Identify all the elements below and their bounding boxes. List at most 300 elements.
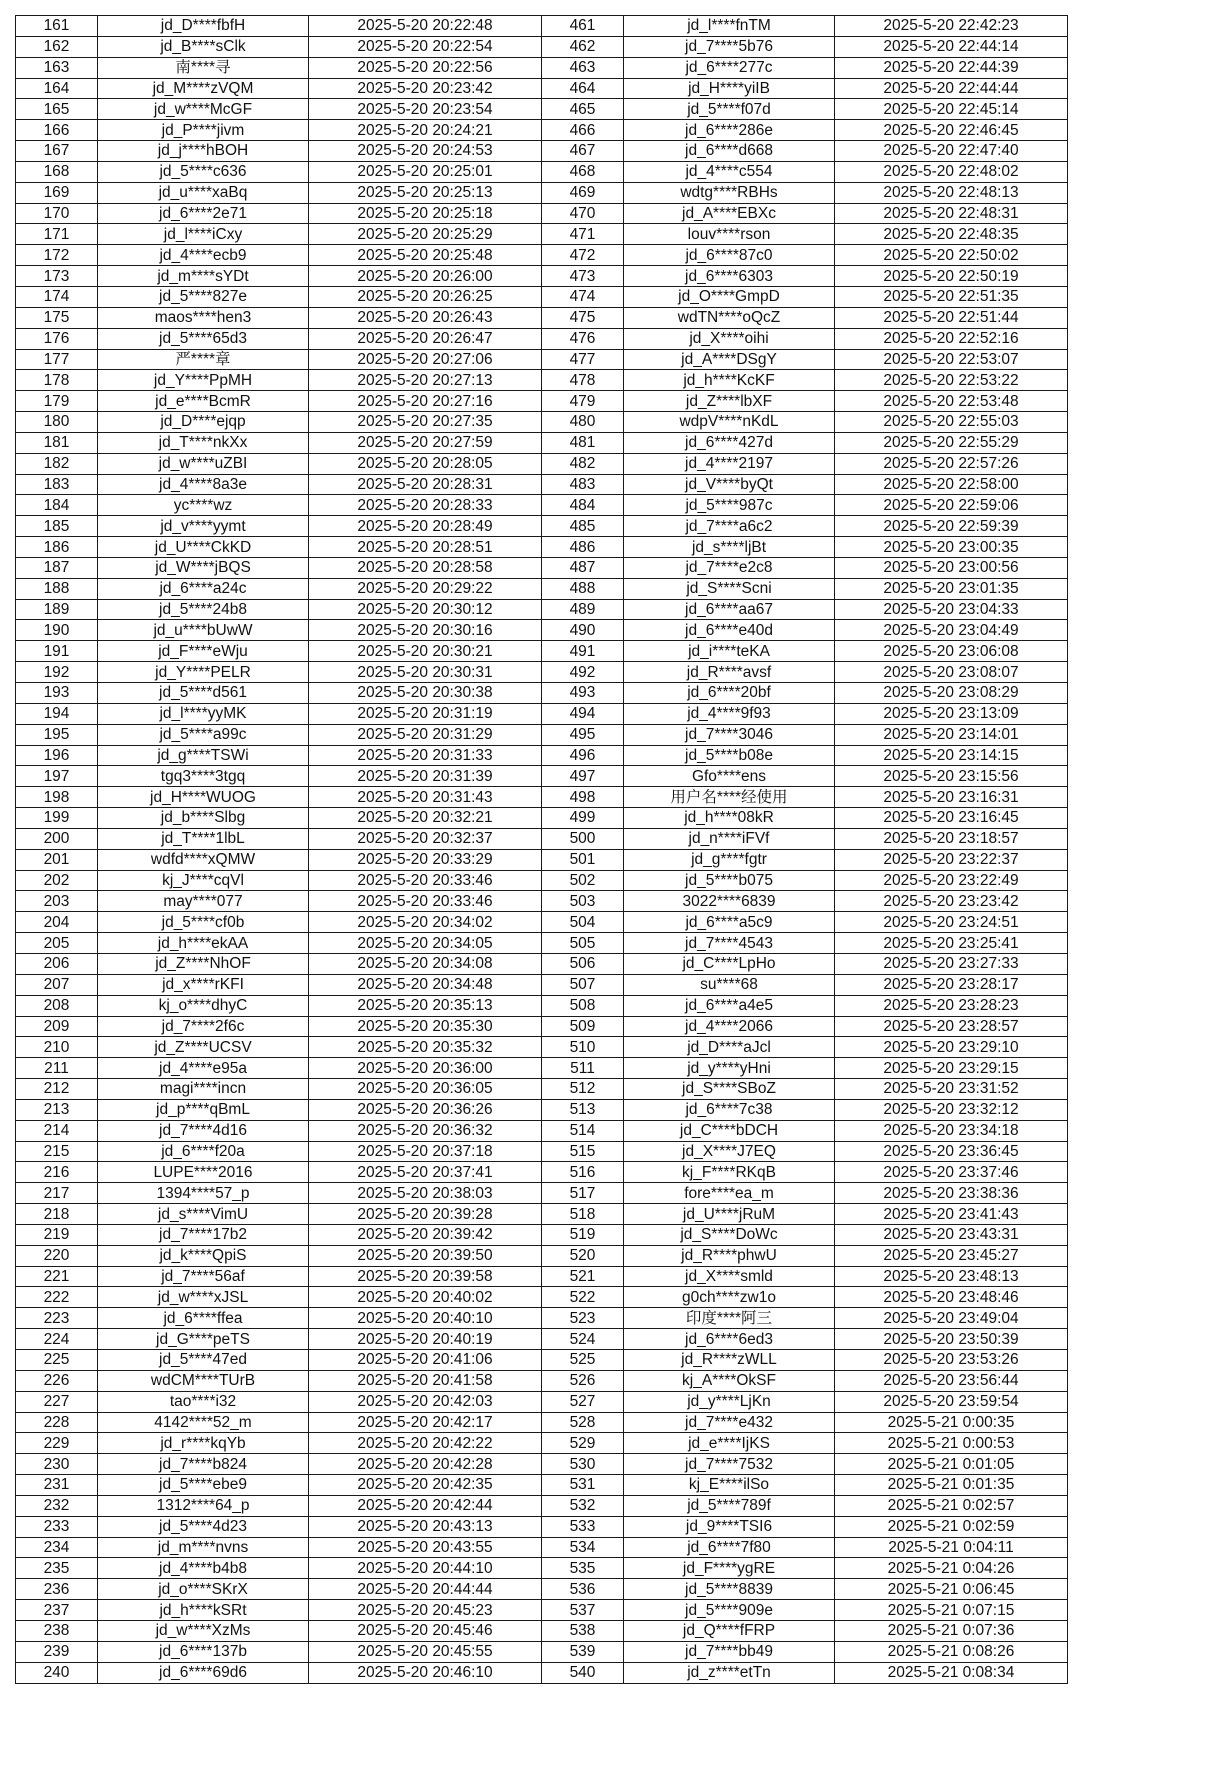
username-cell-left: jd_w****uZBI [98, 453, 309, 474]
row-number-cell-right: 508 [542, 995, 624, 1016]
username-cell-right: louv****rson [624, 224, 835, 245]
username-cell-left: jd_5****a99c [98, 724, 309, 745]
row-number-cell-right: 532 [542, 1495, 624, 1516]
row-number-cell-left: 196 [16, 745, 98, 766]
row-number-cell-right: 483 [542, 474, 624, 495]
timestamp-cell-left: 2025-5-20 20:31:43 [309, 787, 542, 808]
table-row [16, 1433, 1068, 1454]
timestamp-cell-left: 2025-5-20 20:26:25 [309, 286, 542, 307]
row-number-cell-right: 487 [542, 557, 624, 578]
row-number-cell-right: 467 [542, 141, 624, 162]
row-number-cell-right: 522 [542, 1287, 624, 1308]
username-cell-right: jd_l****fnTM [624, 16, 835, 37]
table-row [16, 1475, 1068, 1496]
table-row [16, 683, 1068, 704]
username-cell-left: 4142****52_m [98, 1412, 309, 1433]
row-number-cell-right: 481 [542, 432, 624, 453]
table-row [16, 1204, 1068, 1225]
timestamp-cell-right: 2025-5-21 0:02:59 [835, 1516, 1068, 1537]
table-row [16, 1516, 1068, 1537]
row-number-cell-left: 229 [16, 1433, 98, 1454]
row-number-cell-right: 470 [542, 203, 624, 224]
username-cell-left: jd_u****bUwW [98, 620, 309, 641]
timestamp-cell-right: 2025-5-20 23:53:26 [835, 1350, 1068, 1371]
table-row [16, 1558, 1068, 1579]
timestamp-cell-left: 2025-5-20 20:45:46 [309, 1620, 542, 1641]
timestamp-cell-left: 2025-5-20 20:26:43 [309, 307, 542, 328]
row-number-cell-left: 219 [16, 1224, 98, 1245]
row-number-cell-left: 168 [16, 161, 98, 182]
table-row [16, 828, 1068, 849]
row-number-cell-left: 215 [16, 1141, 98, 1162]
timestamp-cell-right: 2025-5-20 23:18:57 [835, 828, 1068, 849]
timestamp-cell-left: 2025-5-20 20:40:02 [309, 1287, 542, 1308]
row-number-cell-left: 190 [16, 620, 98, 641]
username-cell-right: jd_X****J7EQ [624, 1141, 835, 1162]
table-row [16, 286, 1068, 307]
table-row [16, 161, 1068, 182]
username-cell-left: jd_5****65d3 [98, 328, 309, 349]
row-number-cell-right: 528 [542, 1412, 624, 1433]
table-row [16, 995, 1068, 1016]
timestamp-cell-right: 2025-5-20 22:51:44 [835, 307, 1068, 328]
row-number-cell-left: 226 [16, 1370, 98, 1391]
table-row [16, 1391, 1068, 1412]
username-cell-right: g0ch****zw1o [624, 1287, 835, 1308]
row-number-cell-right: 474 [542, 286, 624, 307]
row-number-cell-right: 502 [542, 870, 624, 891]
timestamp-cell-right: 2025-5-20 23:00:56 [835, 557, 1068, 578]
row-number-cell-right: 495 [542, 724, 624, 745]
row-number-cell-left: 209 [16, 1016, 98, 1037]
timestamp-cell-left: 2025-5-20 20:23:42 [309, 78, 542, 99]
row-number-cell-right: 525 [542, 1350, 624, 1371]
row-number-cell-right: 514 [542, 1120, 624, 1141]
row-number-cell-right: 515 [542, 1141, 624, 1162]
timestamp-cell-right: 2025-5-20 23:14:01 [835, 724, 1068, 745]
timestamp-cell-right: 2025-5-20 23:16:45 [835, 808, 1068, 829]
timestamp-cell-left: 2025-5-20 20:31:19 [309, 703, 542, 724]
row-number-cell-left: 238 [16, 1620, 98, 1641]
timestamp-cell-left: 2025-5-20 20:42:03 [309, 1391, 542, 1412]
table-row [16, 1079, 1068, 1100]
table-row [16, 1579, 1068, 1600]
row-number-cell-left: 187 [16, 557, 98, 578]
row-number-cell-left: 206 [16, 953, 98, 974]
row-number-cell-left: 164 [16, 78, 98, 99]
timestamp-cell-right: 2025-5-20 23:16:31 [835, 787, 1068, 808]
row-number-cell-right: 466 [542, 120, 624, 141]
table-row [16, 808, 1068, 829]
table-row [16, 1537, 1068, 1558]
row-number-cell-right: 488 [542, 578, 624, 599]
table-row [16, 1141, 1068, 1162]
username-cell-left: jd_6****a24c [98, 578, 309, 599]
timestamp-cell-right: 2025-5-21 0:04:11 [835, 1537, 1068, 1558]
row-number-cell-right: 464 [542, 78, 624, 99]
table-row [16, 641, 1068, 662]
username-cell-left: wdCM****TUrB [98, 1370, 309, 1391]
table-row [16, 620, 1068, 641]
row-number-cell-right: 516 [542, 1162, 624, 1183]
timestamp-cell-right: 2025-5-20 22:53:22 [835, 370, 1068, 391]
timestamp-cell-left: 2025-5-20 20:35:30 [309, 1016, 542, 1037]
username-cell-right: 印度****阿三 [624, 1308, 835, 1329]
table-row [16, 432, 1068, 453]
table-row [16, 328, 1068, 349]
timestamp-cell-left: 2025-5-20 20:38:03 [309, 1183, 542, 1204]
timestamp-cell-left: 2025-5-20 20:28:51 [309, 537, 542, 558]
row-number-cell-left: 203 [16, 891, 98, 912]
row-number-cell-left: 166 [16, 120, 98, 141]
timestamp-cell-right: 2025-5-21 0:00:53 [835, 1433, 1068, 1454]
timestamp-cell-left: 2025-5-20 20:24:21 [309, 120, 542, 141]
row-number-cell-left: 188 [16, 578, 98, 599]
timestamp-cell-right: 2025-5-20 22:44:14 [835, 36, 1068, 57]
row-number-cell-right: 476 [542, 328, 624, 349]
timestamp-cell-right: 2025-5-20 22:50:19 [835, 266, 1068, 287]
timestamp-cell-left: 2025-5-20 20:22:48 [309, 16, 542, 37]
row-number-cell-left: 216 [16, 1162, 98, 1183]
timestamp-cell-right: 2025-5-20 22:59:06 [835, 495, 1068, 516]
table-row [16, 745, 1068, 766]
username-cell-right: wdtg****RBHs [624, 182, 835, 203]
timestamp-cell-left: 2025-5-20 20:31:33 [309, 745, 542, 766]
timestamp-cell-left: 2025-5-20 20:29:22 [309, 578, 542, 599]
username-cell-right: jd_g****fgtr [624, 849, 835, 870]
row-number-cell-right: 480 [542, 412, 624, 433]
username-cell-left: jd_k****QpiS [98, 1245, 309, 1266]
username-cell-left: jd_W****jBQS [98, 557, 309, 578]
row-number-cell-right: 518 [542, 1204, 624, 1225]
username-cell-left: jd_v****yymt [98, 516, 309, 537]
row-number-cell-right: 482 [542, 453, 624, 474]
table-row [16, 849, 1068, 870]
row-number-cell-right: 501 [542, 849, 624, 870]
row-number-cell-left: 235 [16, 1558, 98, 1579]
table-row [16, 474, 1068, 495]
table-row [16, 557, 1068, 578]
username-cell-right: wdpV****nKdL [624, 412, 835, 433]
username-cell-left: jd_5****cf0b [98, 912, 309, 933]
timestamp-cell-left: 2025-5-20 20:36:26 [309, 1099, 542, 1120]
table-row [16, 599, 1068, 620]
username-cell-right: su****68 [624, 974, 835, 995]
table-row [16, 141, 1068, 162]
timestamp-cell-right: 2025-5-20 23:31:52 [835, 1079, 1068, 1100]
username-cell-right: jd_6****277c [624, 57, 835, 78]
timestamp-cell-left: 2025-5-20 20:31:29 [309, 724, 542, 745]
timestamp-cell-right: 2025-5-21 0:01:05 [835, 1454, 1068, 1475]
timestamp-cell-left: 2025-5-20 20:28:33 [309, 495, 542, 516]
timestamp-cell-right: 2025-5-20 23:43:31 [835, 1224, 1068, 1245]
table-row [16, 120, 1068, 141]
username-cell-right: jd_6****6ed3 [624, 1329, 835, 1350]
table-row [16, 453, 1068, 474]
username-cell-left: yc****wz [98, 495, 309, 516]
row-number-cell-right: 497 [542, 766, 624, 787]
table-row [16, 1099, 1068, 1120]
timestamp-cell-left: 2025-5-20 20:22:56 [309, 57, 542, 78]
row-number-cell-left: 197 [16, 766, 98, 787]
row-number-cell-right: 478 [542, 370, 624, 391]
timestamp-cell-right: 2025-5-20 22:59:39 [835, 516, 1068, 537]
table-row [16, 1120, 1068, 1141]
username-cell-right: jd_V****byQt [624, 474, 835, 495]
username-cell-left: jd_l****iCxy [98, 224, 309, 245]
username-cell-right: jd_7****5b76 [624, 36, 835, 57]
username-cell-right: 3022****6839 [624, 891, 835, 912]
username-cell-right: jd_9****TSI6 [624, 1516, 835, 1537]
username-cell-right: jd_6****87c0 [624, 245, 835, 266]
username-cell-right: jd_U****jRuM [624, 1204, 835, 1225]
row-number-cell-right: 530 [542, 1454, 624, 1475]
username-cell-right: jd_5****f07d [624, 99, 835, 120]
row-number-cell-left: 233 [16, 1516, 98, 1537]
table-row [16, 412, 1068, 433]
row-number-cell-right: 536 [542, 1579, 624, 1600]
timestamp-cell-right: 2025-5-20 23:41:43 [835, 1204, 1068, 1225]
timestamp-cell-right: 2025-5-20 22:47:40 [835, 141, 1068, 162]
username-cell-left: wdfd****xQMW [98, 849, 309, 870]
username-cell-left: jd_7****4d16 [98, 1120, 309, 1141]
table-row [16, 724, 1068, 745]
username-cell-right: jd_6****a4e5 [624, 995, 835, 1016]
row-number-cell-left: 200 [16, 828, 98, 849]
row-number-cell-right: 533 [542, 1516, 624, 1537]
row-number-cell-right: 490 [542, 620, 624, 641]
row-number-cell-left: 184 [16, 495, 98, 516]
timestamp-cell-left: 2025-5-20 20:34:08 [309, 953, 542, 974]
row-number-cell-right: 473 [542, 266, 624, 287]
username-cell-right: jd_O****GmpD [624, 286, 835, 307]
table-row [16, 912, 1068, 933]
username-cell-right: kj_F****RKqB [624, 1162, 835, 1183]
row-number-cell-left: 165 [16, 99, 98, 120]
username-cell-right: jd_h****KcKF [624, 370, 835, 391]
username-cell-right: jd_R****zWLL [624, 1350, 835, 1371]
timestamp-cell-right: 2025-5-20 23:27:33 [835, 953, 1068, 974]
timestamp-cell-right: 2025-5-20 23:14:15 [835, 745, 1068, 766]
row-number-cell-right: 477 [542, 349, 624, 370]
table-row [16, 1600, 1068, 1621]
row-number-cell-right: 493 [542, 683, 624, 704]
table-row [16, 1224, 1068, 1245]
row-number-cell-right: 531 [542, 1475, 624, 1496]
row-number-cell-right: 498 [542, 787, 624, 808]
timestamp-cell-right: 2025-5-21 0:08:34 [835, 1662, 1068, 1683]
row-number-cell-left: 169 [16, 182, 98, 203]
table-row [16, 974, 1068, 995]
username-cell-right: jd_6****286e [624, 120, 835, 141]
username-cell-left: jd_6****137b [98, 1641, 309, 1662]
timestamp-cell-left: 2025-5-20 20:25:48 [309, 245, 542, 266]
timestamp-cell-right: 2025-5-20 23:15:56 [835, 766, 1068, 787]
username-cell-left: jd_B****sClk [98, 36, 309, 57]
timestamp-cell-left: 2025-5-20 20:46:10 [309, 1662, 542, 1683]
row-number-cell-right: 500 [542, 828, 624, 849]
username-cell-right: kj_E****ilSo [624, 1475, 835, 1496]
timestamp-cell-left: 2025-5-20 20:30:38 [309, 683, 542, 704]
table-row [16, 245, 1068, 266]
username-cell-left: jd_6****2e71 [98, 203, 309, 224]
timestamp-cell-left: 2025-5-20 20:44:44 [309, 1579, 542, 1600]
username-cell-left: jd_6****69d6 [98, 1662, 309, 1683]
timestamp-cell-right: 2025-5-20 23:48:46 [835, 1287, 1068, 1308]
username-cell-right: jd_6****7c38 [624, 1099, 835, 1120]
row-number-cell-left: 173 [16, 266, 98, 287]
table-row [16, 578, 1068, 599]
timestamp-cell-left: 2025-5-20 20:33:46 [309, 870, 542, 891]
table-row [16, 953, 1068, 974]
timestamp-cell-left: 2025-5-20 20:27:13 [309, 370, 542, 391]
row-number-cell-right: 496 [542, 745, 624, 766]
username-cell-right: jd_6****427d [624, 432, 835, 453]
row-number-cell-right: 475 [542, 307, 624, 328]
row-number-cell-left: 227 [16, 1391, 98, 1412]
username-cell-right: jd_y****yHni [624, 1058, 835, 1079]
timestamp-cell-right: 2025-5-20 23:29:15 [835, 1058, 1068, 1079]
username-cell-left: jd_D****fbfH [98, 16, 309, 37]
timestamp-cell-right: 2025-5-21 0:00:35 [835, 1412, 1068, 1433]
username-cell-left: jd_5****4d23 [98, 1516, 309, 1537]
row-number-cell-left: 179 [16, 391, 98, 412]
row-number-cell-left: 191 [16, 641, 98, 662]
username-cell-right: kj_A****OkSF [624, 1370, 835, 1391]
username-cell-right: jd_7****e432 [624, 1412, 835, 1433]
table-row [16, 870, 1068, 891]
row-number-cell-right: 494 [542, 703, 624, 724]
timestamp-cell-left: 2025-5-20 20:39:42 [309, 1224, 542, 1245]
row-number-cell-right: 468 [542, 161, 624, 182]
username-cell-right: jd_Q****fFRP [624, 1620, 835, 1641]
username-cell-left: jd_5****24b8 [98, 599, 309, 620]
username-cell-left: jd_T****nkXx [98, 432, 309, 453]
timestamp-cell-right: 2025-5-20 23:24:51 [835, 912, 1068, 933]
timestamp-cell-left: 2025-5-20 20:27:16 [309, 391, 542, 412]
timestamp-cell-right: 2025-5-20 23:34:18 [835, 1120, 1068, 1141]
row-number-cell-right: 527 [542, 1391, 624, 1412]
row-number-cell-left: 204 [16, 912, 98, 933]
username-cell-right: jd_7****3046 [624, 724, 835, 745]
timestamp-cell-left: 2025-5-20 20:23:54 [309, 99, 542, 120]
timestamp-cell-left: 2025-5-20 20:35:13 [309, 995, 542, 1016]
timestamp-cell-right: 2025-5-20 23:50:39 [835, 1329, 1068, 1350]
username-cell-left: kj_J****cqVl [98, 870, 309, 891]
username-cell-left: maos****hen3 [98, 307, 309, 328]
row-number-cell-left: 222 [16, 1287, 98, 1308]
username-cell-left: jd_Z****UCSV [98, 1037, 309, 1058]
row-number-cell-left: 181 [16, 432, 98, 453]
row-number-cell-left: 211 [16, 1058, 98, 1079]
username-cell-right: jd_7****e2c8 [624, 557, 835, 578]
timestamp-cell-left: 2025-5-20 20:43:55 [309, 1537, 542, 1558]
row-number-cell-right: 486 [542, 537, 624, 558]
row-number-cell-right: 492 [542, 662, 624, 683]
row-number-cell-right: 505 [542, 933, 624, 954]
row-number-cell-left: 234 [16, 1537, 98, 1558]
timestamp-cell-left: 2025-5-20 20:25:01 [309, 161, 542, 182]
username-cell-left: jd_m****nvns [98, 1537, 309, 1558]
timestamp-cell-left: 2025-5-20 20:30:16 [309, 620, 542, 641]
username-cell-right: jd_y****LjKn [624, 1391, 835, 1412]
username-cell-right: jd_5****789f [624, 1495, 835, 1516]
username-cell-left: jd_4****e95a [98, 1058, 309, 1079]
row-number-cell-left: 163 [16, 57, 98, 78]
username-cell-right: jd_5****b075 [624, 870, 835, 891]
username-cell-right: jd_h****08kR [624, 808, 835, 829]
username-cell-right: jd_7****a6c2 [624, 516, 835, 537]
username-cell-left: magi****incn [98, 1079, 309, 1100]
table-row [16, 1016, 1068, 1037]
timestamp-cell-right: 2025-5-21 0:04:26 [835, 1558, 1068, 1579]
username-cell-right: Gfo****ens [624, 766, 835, 787]
username-cell-right: jd_n****iFVf [624, 828, 835, 849]
timestamp-cell-right: 2025-5-20 23:49:04 [835, 1308, 1068, 1329]
timestamp-cell-right: 2025-5-20 23:32:12 [835, 1099, 1068, 1120]
table-row [16, 307, 1068, 328]
row-number-cell-right: 469 [542, 182, 624, 203]
timestamp-cell-right: 2025-5-20 22:44:44 [835, 78, 1068, 99]
timestamp-cell-right: 2025-5-20 22:48:13 [835, 182, 1068, 203]
username-cell-left: jd_m****sYDt [98, 266, 309, 287]
table-row [16, 349, 1068, 370]
row-number-cell-left: 231 [16, 1475, 98, 1496]
username-cell-right: jd_5****8839 [624, 1579, 835, 1600]
table-row [16, 1350, 1068, 1371]
row-number-cell-left: 236 [16, 1579, 98, 1600]
username-cell-right: jd_S****Scni [624, 578, 835, 599]
row-number-cell-left: 225 [16, 1350, 98, 1371]
timestamp-cell-right: 2025-5-20 23:56:44 [835, 1370, 1068, 1391]
table-body [16, 16, 1068, 1684]
timestamp-cell-left: 2025-5-20 20:42:17 [309, 1412, 542, 1433]
row-number-cell-left: 161 [16, 16, 98, 37]
row-number-cell-left: 207 [16, 974, 98, 995]
row-number-cell-left: 221 [16, 1266, 98, 1287]
timestamp-cell-left: 2025-5-20 20:39:58 [309, 1266, 542, 1287]
timestamp-cell-right: 2025-5-20 22:58:00 [835, 474, 1068, 495]
username-cell-left: 1312****64_p [98, 1495, 309, 1516]
username-cell-left: jd_7****b824 [98, 1454, 309, 1475]
row-number-cell-right: 539 [542, 1641, 624, 1662]
username-cell-left: jd_Y****PpMH [98, 370, 309, 391]
timestamp-cell-left: 2025-5-20 20:25:13 [309, 182, 542, 203]
username-cell-left: jd_o****SKrX [98, 1579, 309, 1600]
row-number-cell-left: 185 [16, 516, 98, 537]
table-row [16, 16, 1068, 37]
username-cell-right: jd_A****EBXc [624, 203, 835, 224]
timestamp-cell-left: 2025-5-20 20:28:31 [309, 474, 542, 495]
row-number-cell-left: 218 [16, 1204, 98, 1225]
username-cell-right: jd_R****phwU [624, 1245, 835, 1266]
username-cell-right: jd_6****a5c9 [624, 912, 835, 933]
row-number-cell-left: 195 [16, 724, 98, 745]
row-number-cell-right: 540 [542, 1662, 624, 1683]
timestamp-cell-left: 2025-5-20 20:39:28 [309, 1204, 542, 1225]
username-cell-left: jd_U****CkKD [98, 537, 309, 558]
username-cell-left: may****077 [98, 891, 309, 912]
username-cell-right: jd_5****909e [624, 1600, 835, 1621]
username-cell-left: jd_F****eWju [98, 641, 309, 662]
timestamp-cell-right: 2025-5-20 23:29:10 [835, 1037, 1068, 1058]
username-cell-left: 1394****57_p [98, 1183, 309, 1204]
row-number-cell-left: 212 [16, 1079, 98, 1100]
timestamp-cell-left: 2025-5-20 20:24:53 [309, 141, 542, 162]
timestamp-cell-left: 2025-5-20 20:32:37 [309, 828, 542, 849]
username-cell-left: jd_5****c636 [98, 161, 309, 182]
row-number-cell-left: 162 [16, 36, 98, 57]
